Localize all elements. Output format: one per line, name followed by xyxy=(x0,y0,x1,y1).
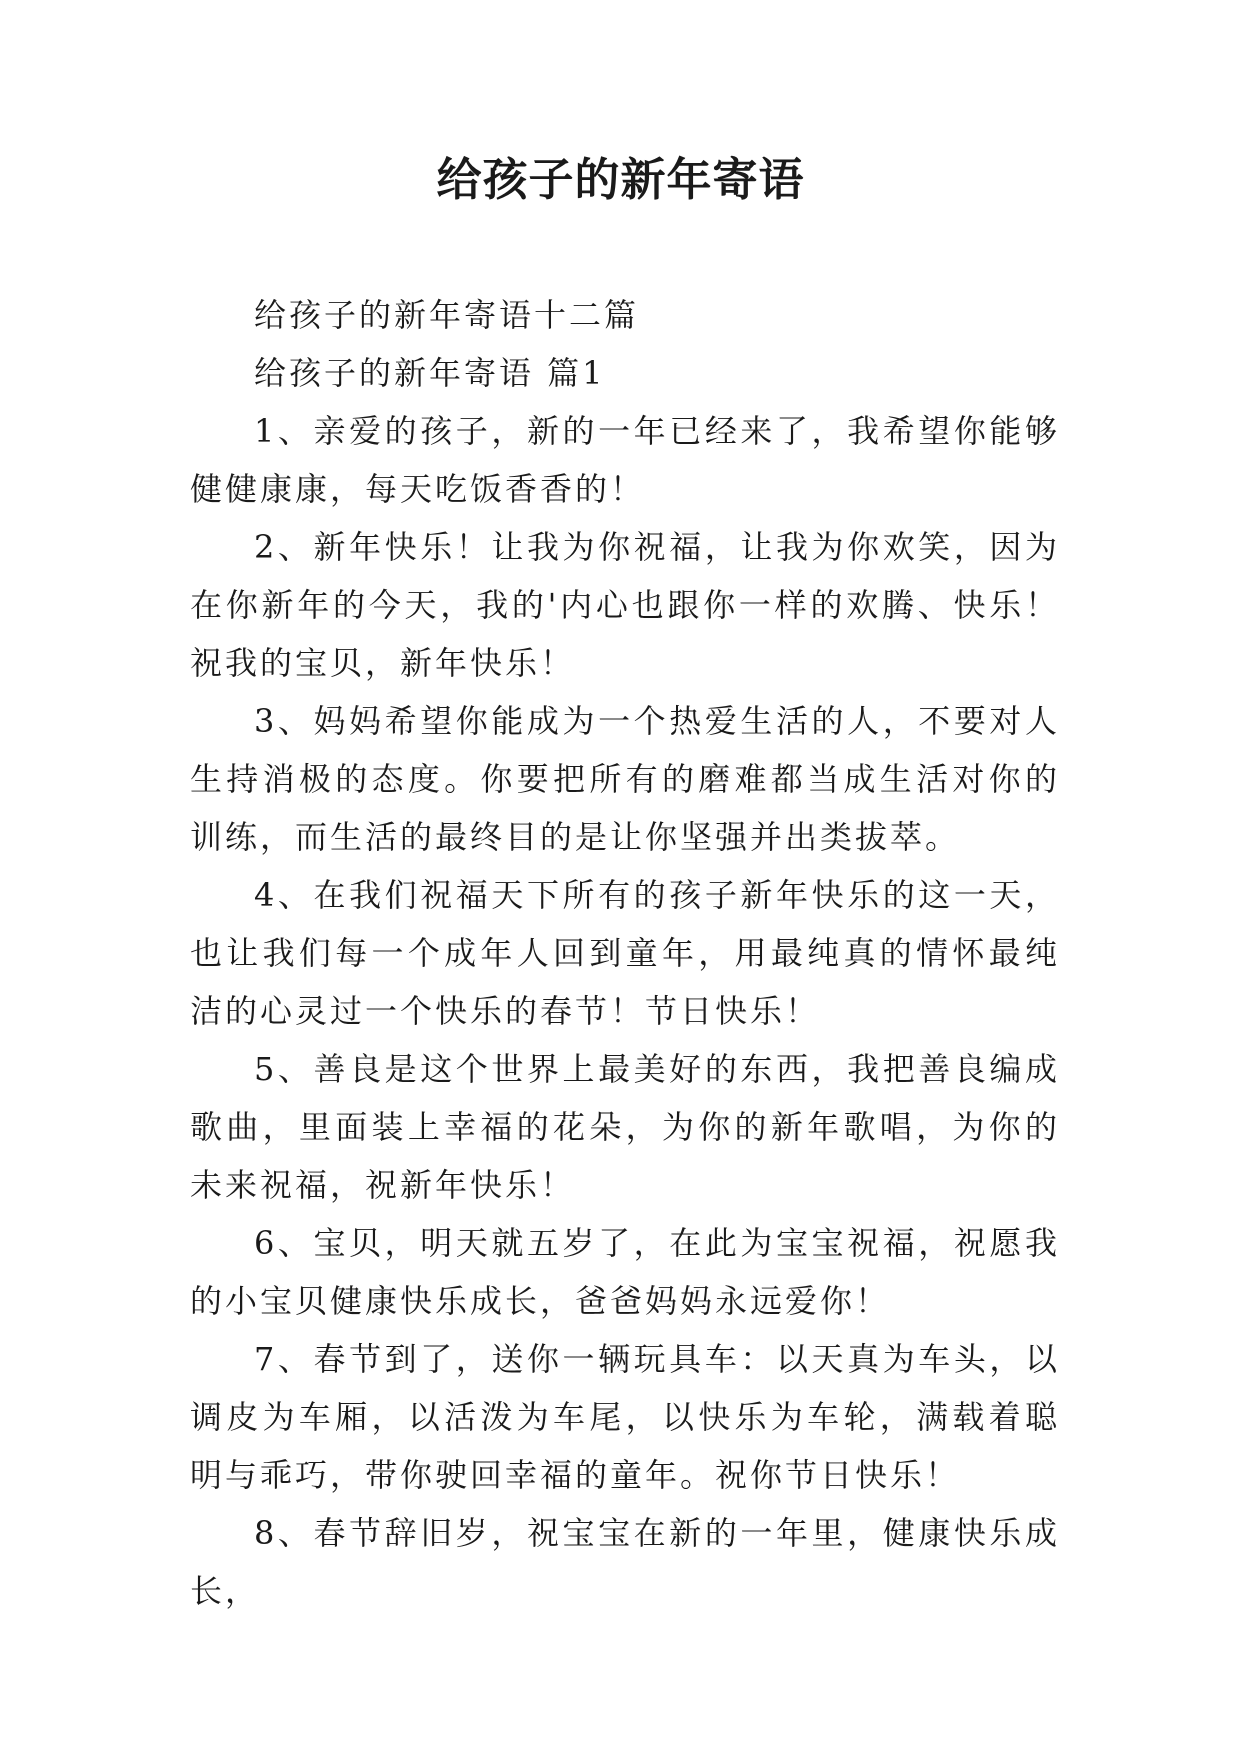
paragraph-3: 3、妈妈希望你能成为一个热爱生活的人，不要对人生持消极的态度。你要把所有的磨难都当成生活对你的训练，而生活的最终目的是让你坚强并出类拔萃。 xyxy=(190,702,1060,856)
paragraph-8: 8、春节辞旧岁，祝宝宝在新的一年里，健康快乐成长， xyxy=(190,1514,1060,1610)
paragraph-7: 7、春节到了，送你一辆玩具车：以天真为车头，以调皮为车厢，以活泼为车尾，以快乐为车轮，满载着聪明与乖巧，带你驶回幸福的童年。祝你节日快乐！ xyxy=(190,1340,1060,1494)
paragraph-6: 6、宝贝，明天就五岁了，在此为宝宝祝福，祝愿我的小宝贝健康快乐成长，爸爸妈妈永远爱你！ xyxy=(190,1224,1060,1320)
document-title: 给孩子的新年寄语 xyxy=(436,153,805,206)
paragraph-1: 1、亲爱的孩子，新的一年已经来了，我希望你能够健健康康，每天吃饭香香的！ xyxy=(190,412,1060,508)
subtitle: 给孩子的新年寄语十二篇 xyxy=(254,296,640,334)
section-heading: 给孩子的新年寄语 篇1 xyxy=(254,354,606,392)
paragraph-5: 5、善良是这个世界上最美好的东西，我把善良编成歌曲，里面装上幸福的花朵，为你的新年歌唱，为你的未来祝福，祝新年快乐！ xyxy=(190,1050,1060,1204)
paragraph-2: 2、新年快乐！让我为你祝福，让我为你欢笑，因为在你新年的今天，我的'内心也跟你一样的欢腾、快乐！祝我的宝贝，新年快乐！ xyxy=(190,528,1060,682)
document-body xyxy=(190,286,1060,1620)
paragraph-4: 4、在我们祝福天下所有的孩子新年快乐的这一天，也让我们每一个成年人回到童年，用最纯真的情怀最纯洁的心灵过一个快乐的春节！节日快乐！ xyxy=(190,876,1060,1030)
